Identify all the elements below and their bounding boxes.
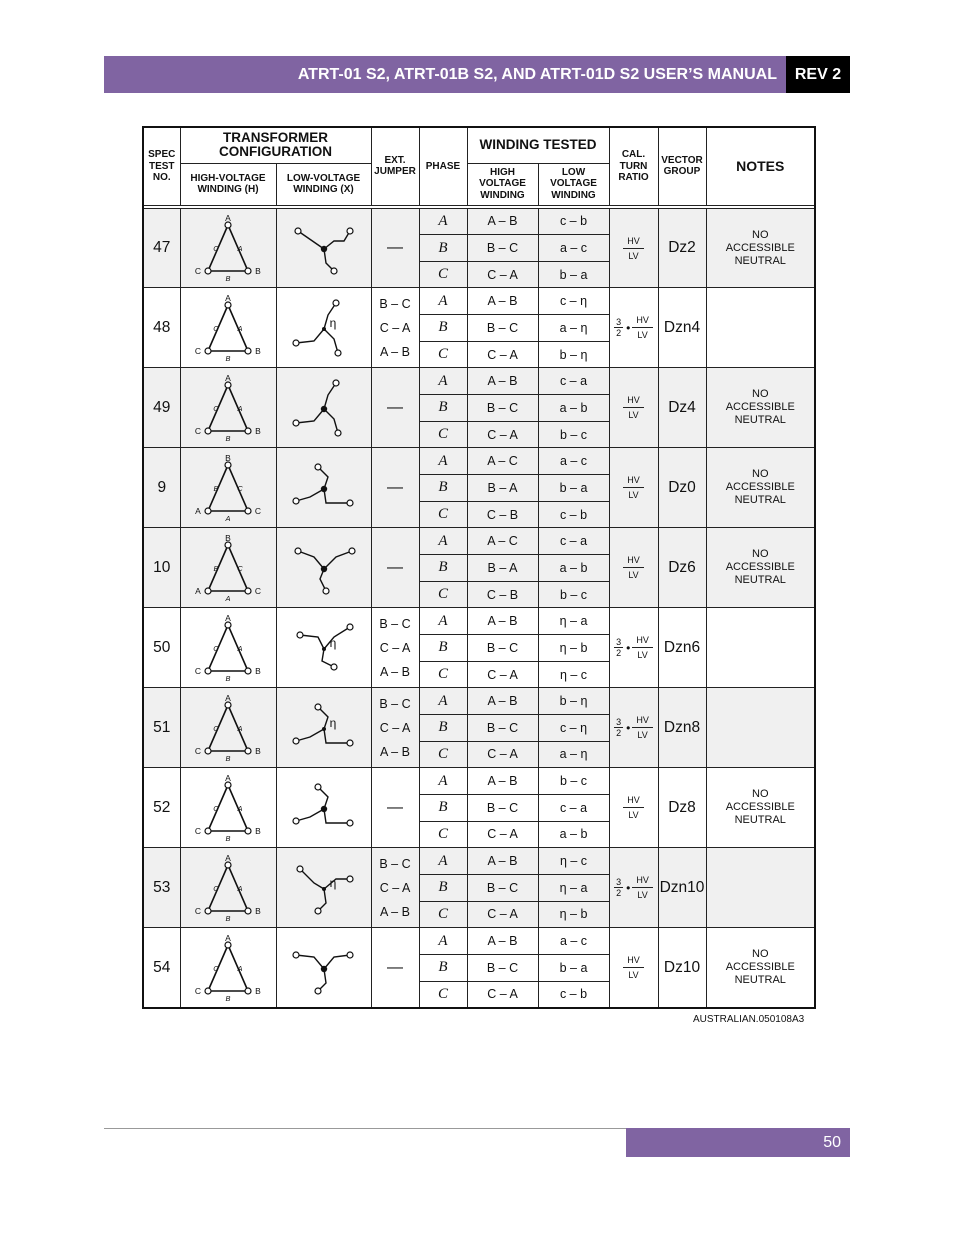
svg-text:B: B (225, 993, 231, 1003)
svg-text:B: B (225, 532, 231, 543)
ext-jumper: B – C C – A A – B (371, 688, 419, 768)
turn-ratio-cell (609, 768, 658, 848)
table-row (143, 768, 815, 795)
lv-winding-tested: b – a (538, 954, 609, 981)
hv-delta-diagram (186, 373, 270, 443)
svg-text:B: B (255, 905, 261, 916)
lv-zigzag-diagram (278, 451, 370, 525)
hv-winding-tested: A – C (467, 528, 538, 555)
col-hv-winding: HIGH-VOLTAGE WINDING (H) (180, 163, 276, 205)
vector-group: Dz4 (658, 368, 706, 448)
col-ratio: CAL. TURN RATIO (609, 127, 658, 205)
svg-text:C: C (213, 244, 219, 253)
svg-text:B: B (225, 353, 231, 363)
svg-text:C: C (213, 803, 219, 813)
hv-delta-diagram (186, 773, 270, 843)
phase: B (419, 555, 467, 582)
lv-zigzag-diagram (278, 691, 370, 765)
hv-winding-tested: B – A (467, 475, 538, 502)
turn-ratio-cell (609, 448, 658, 528)
svg-text:B: B (255, 825, 261, 836)
svg-text:C: C (237, 483, 243, 493)
svg-text:B: B (213, 483, 219, 493)
lv-winding-tested: b – c (538, 421, 609, 448)
notes (706, 608, 815, 688)
vector-group: Dz8 (658, 768, 706, 848)
turn-ratio: $\frac{HV}{LV}$ (610, 555, 658, 580)
hv-winding-tested: B – C (467, 235, 538, 262)
notes: NO ACCESSIBLE NEUTRAL (706, 368, 815, 448)
svg-text:B: B (255, 665, 261, 676)
phase: C (419, 581, 467, 608)
svg-text:C: C (213, 723, 219, 733)
svg-text:A: A (225, 852, 231, 863)
hv-winding-cell (180, 688, 276, 768)
turn-ratio-cell (609, 528, 658, 608)
hv-winding-tested: C – A (467, 901, 538, 928)
svg-text:A: A (225, 612, 231, 623)
col-hv: HIGH VOLTAGE WINDING (467, 163, 538, 205)
turn-ratio: $\frac{HV}{LV}$ (610, 795, 658, 820)
hv-winding-cell (180, 208, 276, 288)
col-tested: WINDING TESTED (467, 127, 609, 163)
hv-winding-cell (180, 928, 276, 1008)
notes: NO ACCESSIBLE NEUTRAL (706, 208, 815, 288)
hv-winding-tested: B – A (467, 555, 538, 582)
hv-delta-diagram (186, 933, 270, 1003)
hv-winding-tested: A – B (467, 928, 538, 955)
col-notes: NOTES (706, 127, 815, 205)
phase: C (419, 741, 467, 768)
notes (706, 288, 815, 368)
spec-test-no: 48 (143, 288, 180, 368)
hv-winding-tested: C – B (467, 501, 538, 528)
figure-reference: AUSTRALIAN.050108A3 (693, 1014, 805, 1025)
hv-winding-tested: C – A (467, 821, 538, 848)
turn-ratio: 3 2 • $\frac{HV}{LV}$ (610, 875, 658, 900)
ext-jumper: — (371, 528, 419, 608)
phase: A (419, 928, 467, 955)
turn-ratio: $\frac{HV}{LV}$ (610, 475, 658, 500)
phase: C (419, 901, 467, 928)
hv-winding-cell (180, 288, 276, 368)
vector-group: Dzn6 (658, 608, 706, 688)
phase: C (419, 661, 467, 688)
turn-ratio: 3 2 • $\frac{HV}{LV}$ (610, 715, 658, 740)
hv-winding-tested: B – C (467, 395, 538, 422)
lv-winding-tested: c – a (538, 368, 609, 395)
lv-zigzag-diagram (278, 211, 370, 285)
lv-winding-tested: η – a (538, 874, 609, 901)
col-jumper: EXT. JUMPER (371, 127, 419, 205)
spec-test-no: 47 (143, 208, 180, 288)
hv-winding-cell (180, 448, 276, 528)
hv-delta-diagram (186, 613, 270, 683)
col-lv-winding: LOW-VOLTAGE WINDING (X) (276, 163, 371, 205)
spec-test-no: 53 (143, 848, 180, 928)
hv-winding-cell (180, 848, 276, 928)
turn-ratio: $\frac{HV}{LV}$ (610, 395, 658, 420)
phase: C (419, 421, 467, 448)
lv-zigzag-diagram (278, 531, 370, 605)
turn-ratio: $\frac{HV}{LV}$ (610, 236, 658, 261)
phase: A (419, 688, 467, 715)
hv-winding-tested: A – B (467, 288, 538, 315)
svg-text:C: C (194, 665, 202, 676)
lv-winding-cell (276, 288, 371, 368)
table-row (143, 848, 815, 875)
lv-winding-cell (276, 368, 371, 448)
svg-text:C: C (213, 323, 219, 333)
phase: C (419, 501, 467, 528)
col-phase: PHASE (419, 127, 467, 205)
phase: C (419, 261, 467, 288)
svg-text:C: C (213, 403, 219, 413)
svg-text:A: A (225, 772, 231, 783)
spec-test-no: 50 (143, 608, 180, 688)
vector-group: Dz6 (658, 528, 706, 608)
svg-text:B: B (255, 425, 261, 436)
hv-winding-cell (180, 768, 276, 848)
svg-text:B: B (255, 985, 261, 996)
hv-winding-tested: B – C (467, 794, 538, 821)
phase: B (419, 235, 467, 262)
hv-delta-diagram (186, 453, 270, 523)
lv-winding-tested: c – η (538, 288, 609, 315)
table-row (143, 208, 815, 235)
phase: A (419, 368, 467, 395)
vector-group: Dzn10 (658, 848, 706, 928)
hv-winding-tested: B – C (467, 714, 538, 741)
svg-text:A: A (237, 244, 243, 253)
hv-winding-tested: C – A (467, 661, 538, 688)
col-lv: LOW VOLTAGE WINDING (538, 163, 609, 205)
svg-text:B: B (255, 745, 261, 756)
svg-text:A: A (225, 372, 231, 383)
lv-winding-tested: c – b (538, 981, 609, 1008)
hv-winding-tested: A – C (467, 448, 538, 475)
table-row (143, 448, 815, 475)
svg-text:B: B (225, 274, 231, 283)
svg-text:B: B (225, 673, 231, 683)
lv-winding-tested: a – b (538, 395, 609, 422)
turn-ratio-cell (609, 688, 658, 768)
lv-winding-cell (276, 848, 371, 928)
svg-text:A: A (195, 585, 201, 596)
notes: NO ACCESSIBLE NEUTRAL (706, 448, 815, 528)
svg-text:A: A (237, 403, 243, 413)
col-vector: VECTOR GROUP (658, 127, 706, 205)
lv-winding-tested: c – b (538, 208, 609, 235)
phase: B (419, 315, 467, 342)
lv-winding-tested: c – b (538, 501, 609, 528)
lv-winding-tested: b – c (538, 581, 609, 608)
ext-jumper: B – C C – A A – B (371, 848, 419, 928)
ext-jumper: — (371, 208, 419, 288)
svg-text:C: C (194, 745, 202, 756)
spec-test-no: 54 (143, 928, 180, 1008)
svg-text:B: B (225, 913, 231, 923)
svg-text:A: A (237, 803, 243, 813)
turn-ratio: 3 2 • $\frac{HV}{LV}$ (610, 635, 658, 660)
hv-winding-tested: A – B (467, 208, 538, 235)
svg-text:C: C (194, 905, 202, 916)
lv-winding-tested: a – b (538, 555, 609, 582)
ext-jumper: — (371, 448, 419, 528)
phase: A (419, 768, 467, 795)
hv-winding-tested: A – B (467, 768, 538, 795)
col-spec: SPEC TEST NO. (143, 127, 180, 205)
transformer-config-table (142, 126, 816, 1009)
lv-winding-cell (276, 688, 371, 768)
svg-text:A: A (237, 643, 243, 653)
phase: A (419, 528, 467, 555)
svg-text:C: C (194, 825, 202, 836)
phase: A (419, 608, 467, 635)
lv-winding-tested: c – η (538, 714, 609, 741)
lv-winding-tested: a – c (538, 448, 609, 475)
table-row (143, 688, 815, 715)
svg-text:A: A (237, 323, 243, 333)
phase: A (419, 448, 467, 475)
spec-test-no: 10 (143, 528, 180, 608)
lv-winding-cell (276, 528, 371, 608)
turn-ratio-cell (609, 848, 658, 928)
turn-ratio: 3 2 • $\frac{HV}{LV}$ (610, 315, 658, 340)
lv-winding-tested: b – a (538, 261, 609, 288)
hv-winding-tested: B – C (467, 954, 538, 981)
lv-winding-tested: b – c (538, 768, 609, 795)
lv-winding-tested: a – c (538, 928, 609, 955)
notes (706, 688, 815, 768)
svg-text:A: A (225, 692, 231, 703)
vector-group: Dz0 (658, 448, 706, 528)
lv-winding-tested: η – b (538, 901, 609, 928)
svg-text:C: C (213, 963, 219, 973)
table-row (143, 368, 815, 395)
vector-group: Dz10 (658, 928, 706, 1008)
lv-winding-tested: a – η (538, 741, 609, 768)
col-config: TRANSFORMER CONFIGURATION (180, 127, 371, 163)
svg-text:A: A (195, 505, 201, 516)
hv-winding-tested: A – B (467, 608, 538, 635)
phase: B (419, 714, 467, 741)
phase: C (419, 981, 467, 1008)
svg-text:A: A (225, 213, 231, 223)
table-row (143, 928, 815, 955)
hv-winding-tested: B – C (467, 635, 538, 662)
lv-winding-tested: η – c (538, 661, 609, 688)
phase: B (419, 874, 467, 901)
lv-zigzag-diagram (278, 291, 370, 365)
svg-text:A: A (225, 932, 231, 943)
spec-test-no: 51 (143, 688, 180, 768)
svg-text:B: B (255, 266, 261, 276)
svg-text:C: C (254, 505, 262, 516)
hv-winding-tested: C – A (467, 741, 538, 768)
hv-winding-cell (180, 368, 276, 448)
spec-test-no: 9 (143, 448, 180, 528)
svg-text:B: B (213, 563, 219, 573)
svg-text:A: A (237, 963, 243, 973)
hv-winding-tested: C – A (467, 421, 538, 448)
hv-winding-tested: C – A (467, 341, 538, 368)
hv-winding-cell (180, 528, 276, 608)
hv-winding-tested: C – A (467, 981, 538, 1008)
hv-winding-tested: B – C (467, 874, 538, 901)
phase: A (419, 208, 467, 235)
lv-winding-cell (276, 928, 371, 1008)
lv-winding-tested: η – a (538, 608, 609, 635)
svg-text:B: B (225, 452, 231, 463)
lv-winding-tested: c – a (538, 794, 609, 821)
svg-text:C: C (194, 345, 202, 356)
lv-zigzag-diagram (278, 611, 370, 685)
notes: NO ACCESSIBLE NEUTRAL (706, 528, 815, 608)
svg-text:C: C (237, 563, 243, 573)
svg-text:C: C (213, 643, 219, 653)
svg-text:A: A (237, 883, 243, 893)
svg-text:B: B (225, 433, 231, 443)
svg-text:A: A (225, 593, 231, 603)
page-number: 50 (626, 1128, 850, 1157)
turn-ratio-cell (609, 288, 658, 368)
vector-group: Dzn4 (658, 288, 706, 368)
page-header (104, 56, 850, 93)
svg-text:B: B (225, 753, 231, 763)
phase: A (419, 848, 467, 875)
svg-text:B: B (255, 345, 261, 356)
phase: A (419, 288, 467, 315)
manual-title: ATRT-01 S2, ATRT-01B S2, AND ATRT-01D S2 USER’S MANUAL (104, 56, 786, 93)
lv-winding-cell (276, 448, 371, 528)
table-row (143, 608, 815, 635)
notes: NO ACCESSIBLE NEUTRAL (706, 768, 815, 848)
hv-winding-tested: A – B (467, 368, 538, 395)
spec-test-no: 52 (143, 768, 180, 848)
table-row (143, 288, 815, 315)
lv-winding-cell (276, 768, 371, 848)
lv-zigzag-diagram (278, 931, 370, 1005)
hv-delta-diagram (186, 853, 270, 923)
hv-delta-diagram (186, 533, 270, 603)
hv-delta-diagram (186, 693, 270, 763)
ext-jumper: — (371, 368, 419, 448)
hv-winding-tested: A – B (467, 688, 538, 715)
svg-text:η: η (329, 875, 336, 890)
hv-winding-tested: A – B (467, 848, 538, 875)
phase: B (419, 475, 467, 502)
hv-winding-tested: C – A (467, 261, 538, 288)
phase: C (419, 821, 467, 848)
lv-winding-tested: η – c (538, 848, 609, 875)
notes: NO ACCESSIBLE NEUTRAL (706, 928, 815, 1008)
phase: B (419, 635, 467, 662)
table-body (143, 205, 815, 1008)
hv-delta-diagram (186, 293, 270, 363)
revision-badge: REV 2 (786, 56, 850, 93)
svg-text:η: η (329, 715, 336, 730)
svg-text:C: C (194, 425, 202, 436)
hv-delta-diagram (186, 213, 270, 283)
hv-winding-cell (180, 608, 276, 688)
turn-ratio-cell (609, 368, 658, 448)
ext-jumper: — (371, 928, 419, 1008)
turn-ratio-cell (609, 928, 658, 1008)
turn-ratio-cell (609, 608, 658, 688)
vector-group: Dz2 (658, 208, 706, 288)
ext-jumper: B – C C – A A – B (371, 608, 419, 688)
hv-winding-tested: B – C (467, 315, 538, 342)
lv-zigzag-diagram (278, 371, 370, 445)
table-row (143, 528, 815, 555)
turn-ratio: $\frac{HV}{LV}$ (610, 955, 658, 980)
lv-winding-tested: b – a (538, 475, 609, 502)
phase: B (419, 395, 467, 422)
phase: B (419, 954, 467, 981)
lv-zigzag-diagram (278, 771, 370, 845)
svg-text:η: η (329, 315, 336, 330)
phase: C (419, 341, 467, 368)
lv-winding-tested: a – b (538, 821, 609, 848)
lv-winding-tested: a – η (538, 315, 609, 342)
spec-test-no: 49 (143, 368, 180, 448)
lv-winding-tested: a – c (538, 235, 609, 262)
lv-winding-tested: η – b (538, 635, 609, 662)
ext-jumper: B – C C – A A – B (371, 288, 419, 368)
svg-text:A: A (225, 513, 231, 523)
turn-ratio-cell (609, 208, 658, 288)
hv-winding-tested: C – B (467, 581, 538, 608)
svg-text:A: A (237, 723, 243, 733)
ext-jumper: — (371, 768, 419, 848)
lv-winding-tested: b – η (538, 341, 609, 368)
phase: B (419, 794, 467, 821)
lv-winding-tested: c – a (538, 528, 609, 555)
svg-text:A: A (225, 292, 231, 303)
lv-winding-cell (276, 208, 371, 288)
lv-winding-tested: b – η (538, 688, 609, 715)
svg-text:η: η (329, 635, 336, 650)
svg-text:C: C (254, 585, 262, 596)
svg-text:C: C (213, 883, 219, 893)
lv-winding-cell (276, 608, 371, 688)
svg-text:B: B (225, 833, 231, 843)
vector-group: Dzn8 (658, 688, 706, 768)
svg-text:C: C (194, 985, 202, 996)
svg-text:C: C (194, 266, 202, 276)
footer-rule (104, 1128, 626, 1129)
lv-zigzag-diagram (278, 851, 370, 925)
notes (706, 848, 815, 928)
